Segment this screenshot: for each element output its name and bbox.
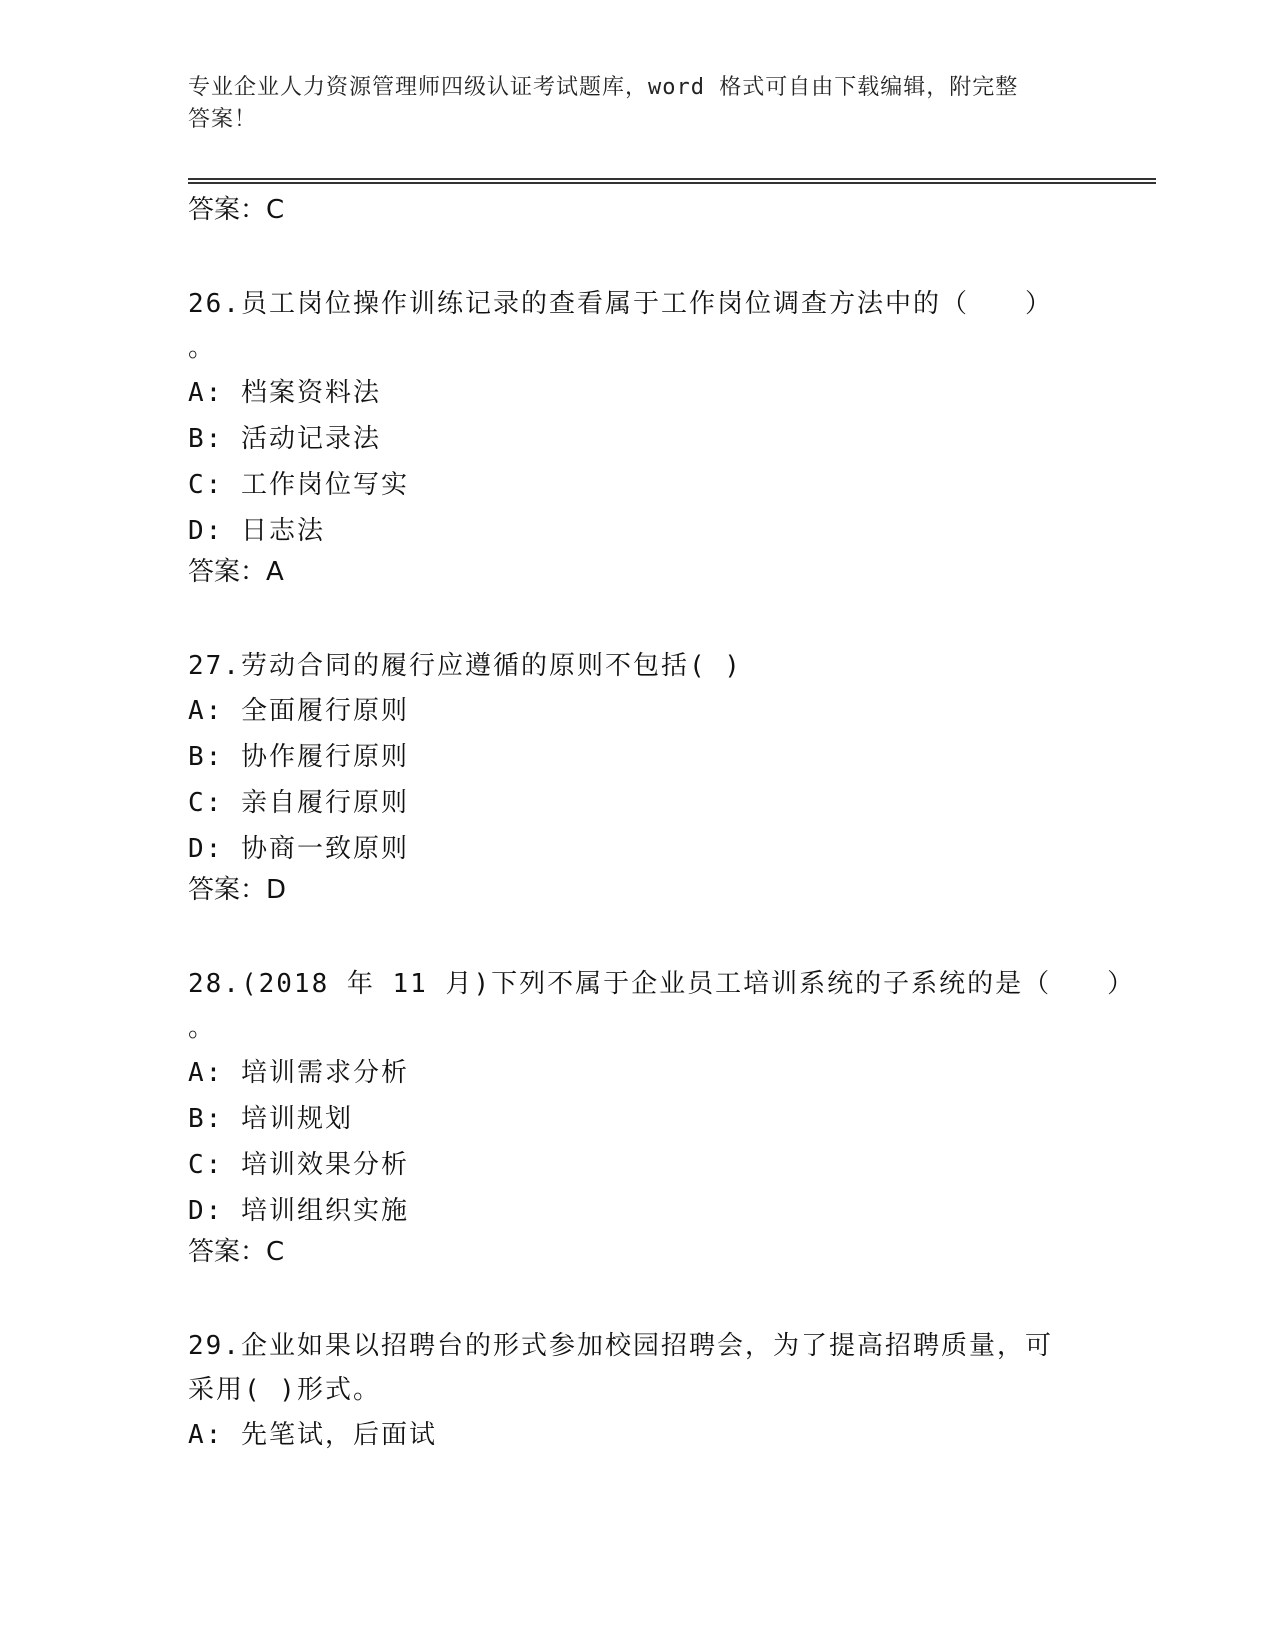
question-text-continued: 采用( )形式。: [188, 1375, 381, 1405]
header-line-1: 专业企业人力资源管理师四级认证考试题库，word 格式可自由下载编辑，附完整: [188, 75, 1019, 100]
question-text: 27.劳动合同的履行应遵循的原则不包括( ): [188, 651, 742, 681]
option-d: D: 培训组织实施: [188, 1196, 409, 1226]
page-header: [188, 72, 1088, 136]
question-27: [188, 644, 1148, 918]
question-list: [188, 282, 1148, 1502]
option-d: D: 日志法: [188, 516, 325, 546]
option-b: B: 培训规划: [188, 1104, 353, 1134]
answer-line: 答案：C: [188, 1237, 285, 1267]
header-divider: [188, 178, 1156, 184]
question-29: [188, 1324, 1148, 1458]
option-d: D: 协商一致原则: [188, 834, 409, 864]
option-c: C: 培训效果分析: [188, 1150, 409, 1180]
option-a: A: 培训需求分析: [188, 1058, 409, 1088]
option-c: C: 亲自履行原则: [188, 788, 409, 818]
question-text: 28.(2018 年 11 月)下列不属于企业员工培训系统的子系统的是（ ）: [188, 969, 1136, 999]
answer-line: 答案：A: [188, 557, 284, 587]
option-a: A: 先笔试，后面试: [188, 1420, 437, 1450]
option-a: A: 全面履行原则: [188, 696, 409, 726]
question-28: [188, 962, 1148, 1280]
answer-line: 答案：C: [188, 195, 285, 225]
option-b: B: 活动记录法: [188, 424, 381, 454]
question-text: 26.员工岗位操作训练记录的查看属于工作岗位调查方法中的（ ）: [188, 289, 1053, 319]
answer-line: 答案：D: [188, 875, 287, 905]
question-text-continued: 。: [188, 1013, 217, 1043]
option-a: A: 档案资料法: [188, 378, 381, 408]
question-26: [188, 282, 1148, 600]
question-text: 29.企业如果以招聘台的形式参加校园招聘会，为了提高招聘质量，可: [188, 1331, 1053, 1361]
option-b: B: 协作履行原则: [188, 742, 409, 772]
option-c: C: 工作岗位写实: [188, 470, 409, 500]
question-text-continued: 。: [188, 333, 217, 363]
header-line-2: 答案！: [188, 107, 258, 132]
